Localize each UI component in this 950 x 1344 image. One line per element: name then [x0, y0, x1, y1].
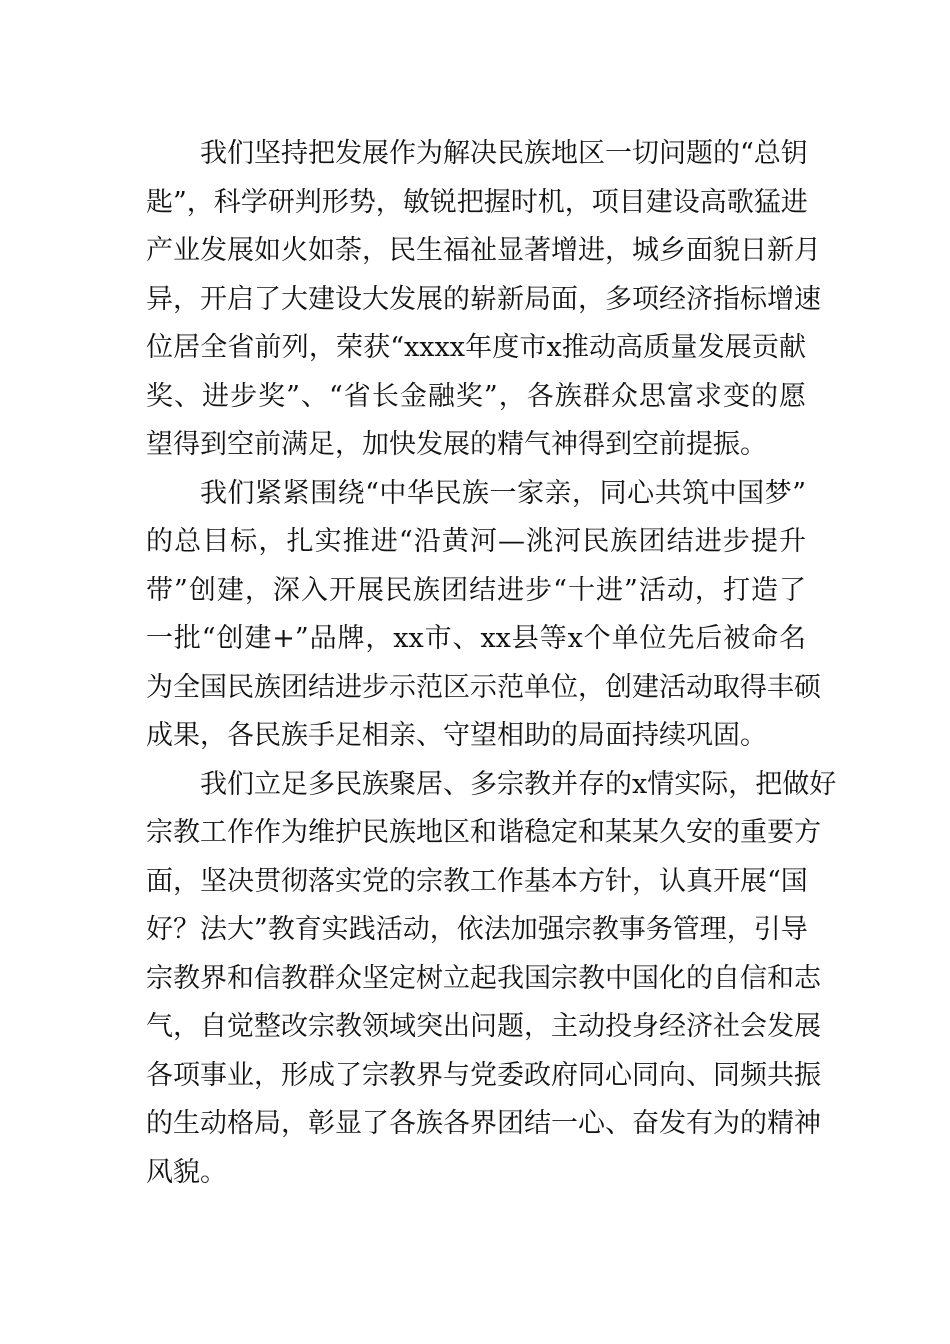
text-line: 宗教工作作为维护民族地区和谐稳定和某某久安的重要方: [146, 817, 821, 848]
text-line: 的生动格局，彰显了各族各界团结一心、奋发有为的精神: [146, 1108, 821, 1139]
text-line: 面，坚决贯彻落实党的宗教工作基本方针，认真开展“国: [146, 865, 808, 897]
text-line: 风貌。: [146, 1156, 227, 1188]
text-line: 宗教界和信教群众坚定树立起我国宗教中国化的自信和志: [146, 962, 821, 994]
body-text: [146, 130, 837, 1197]
text-line: 成果，各民族手足相亲、守望相助的局面持续巩固。: [146, 720, 767, 751]
paragraph-religion: [146, 761, 837, 1198]
text-line: 异，开启了大建设大发展的崭新局面，多项经济指标增速: [146, 283, 821, 315]
text-line: 气，自觉整改宗教领域突出问题，主动投身经济社会发展: [146, 1011, 821, 1042]
text-line: 各项事业，形成了宗教界与党委政府同心同向、同频共振: [146, 1059, 821, 1091]
text-line: 匙”，科学研判形势，敏锐把握时机，项目建设高歌猛进: [146, 186, 808, 218]
text-line: 为全国民族团结进步示范区示范单位，创建活动取得丰硕: [146, 671, 821, 703]
text-line: 我们坚持把发展作为解决民族地区一切问题的“总钥: [200, 138, 808, 169]
text-line: 望得到空前满足，加快发展的精气神得到空前提振。: [146, 429, 767, 460]
text-line: 我们紧紧围绕“中华民族一家亲，同心共筑中国梦”: [200, 477, 806, 509]
text-line: 带”创建，深入开展民族团结进步“十进”活动，打造了: [146, 574, 806, 606]
text-line: 位居全省前列，荣获“xxxx年度市x推动高质量发展贡献: [146, 332, 807, 363]
text-line: 一批“创建+”品牌，xx市、xx县等x个单位先后被命名: [146, 623, 806, 654]
text-line: 奖、进步奖”、“省长金融奖”，各族群众思富求变的愿: [146, 380, 806, 412]
text-line: 产业发展如火如荼，民生福祉显著增进，城乡面貌日新月: [146, 235, 821, 266]
paragraph-development: [146, 130, 821, 470]
text-line: 的总目标，扎实推进“沿黄河—洮河民族团结进步提升: [146, 526, 806, 557]
text-line: 好？法大”教育实践活动，依法加强宗教事务管理，引导: [146, 914, 808, 945]
paragraph-ethnic-unity: [146, 470, 821, 761]
text-line: 我们立足多民族聚居、多宗教并存的x情实际，把做好: [200, 768, 837, 800]
